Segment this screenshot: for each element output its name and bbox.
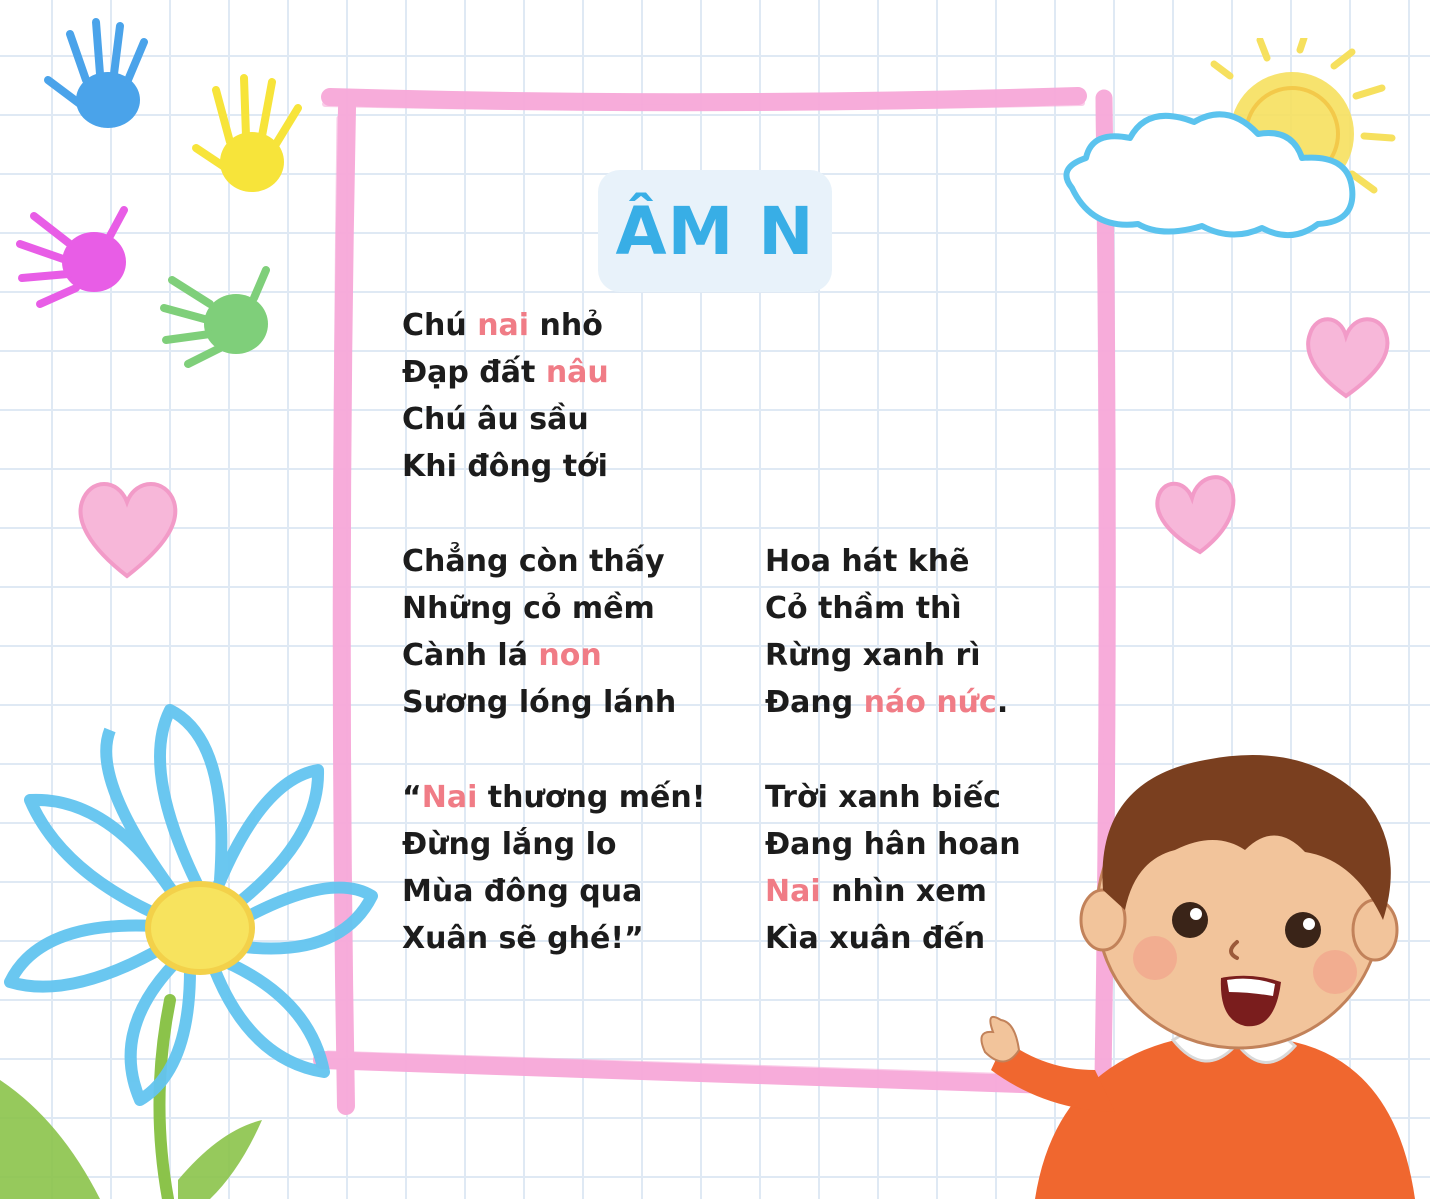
highlighted-word: Nai [765, 874, 821, 909]
poem-line [765, 915, 1021, 962]
poem-line [765, 632, 1008, 679]
highlighted-word: non [538, 638, 602, 673]
poem-text: Trời xanh biếc [765, 780, 1001, 815]
poem-line [765, 868, 1021, 915]
poem-text: Chẳng còn thấy [402, 544, 665, 579]
poem-stanza-1 [402, 302, 609, 490]
poem-line [765, 774, 1021, 821]
heart-icon [72, 472, 182, 584]
poem-line [402, 349, 609, 396]
poem-stanza-4 [402, 774, 705, 962]
blue-handprint-icon [40, 12, 160, 137]
highlighted-word: náo nức [863, 685, 997, 720]
magenta-handprint-icon [14, 200, 139, 310]
poem-line [402, 868, 705, 915]
poem-line [402, 632, 676, 679]
poem-text: Chú âu sầu [402, 402, 589, 437]
poem-text: nhỏ [529, 308, 603, 343]
highlighted-word: nai [477, 308, 530, 343]
poem-line [402, 915, 705, 962]
poem-line [765, 679, 1008, 726]
poem-text: Sương lóng lánh [402, 685, 677, 720]
poem-text: Mùa đông qua [402, 874, 643, 909]
poem-text: Những cỏ mềm [402, 591, 655, 626]
poem-text: Hoa hát khẽ [765, 544, 970, 579]
poem-line [402, 679, 676, 726]
poem-line [402, 443, 609, 490]
poem-stanza-3 [765, 538, 1008, 726]
poem-text: Chú [402, 308, 478, 343]
poem-text: Xuân sẽ ghé!” [402, 921, 644, 956]
poem-stanza-2 [402, 538, 676, 726]
poem-text: Đang [765, 685, 864, 720]
heart-icon [1300, 310, 1394, 402]
poem-line [402, 396, 609, 443]
poem-text: Cỏ thầm thì [765, 591, 962, 626]
poem-line [402, 585, 676, 632]
poem-stanza-5 [765, 774, 1021, 962]
poem-line [765, 538, 1008, 585]
poem-text: “ [402, 780, 422, 815]
flower-icon [0, 700, 380, 1199]
poem-text: Khi đông tới [402, 449, 608, 484]
yellow-handprint-icon [190, 68, 310, 198]
poem-line [765, 585, 1008, 632]
highlighted-word: nâu [545, 355, 609, 390]
poem-text: Đang hân hoan [765, 827, 1021, 862]
title-badge [598, 170, 832, 292]
poem-text: nhìn xem [820, 874, 987, 909]
sun-cloud-illustration [1052, 38, 1402, 248]
page-title: ÂM N [615, 192, 815, 270]
highlighted-word: Nai [421, 780, 478, 815]
poem-text: Cành lá [402, 638, 539, 673]
poem-text: Kìa xuân đến [765, 921, 986, 956]
boy-illustration [975, 740, 1430, 1199]
poem-line [402, 821, 705, 868]
poem-text: thương mến! [477, 780, 706, 815]
poem-line [765, 821, 1021, 868]
heart-icon [1150, 468, 1242, 556]
poem-text: Rừng xanh rì [765, 638, 981, 673]
poem-line [402, 302, 609, 349]
poem-text: Đừng lắng lo [402, 827, 617, 862]
green-handprint-icon [158, 262, 280, 370]
poem-line [402, 538, 676, 585]
poem-text: Đạp đất [402, 355, 546, 390]
poem-text: . [996, 685, 1009, 720]
poem-line [402, 774, 705, 821]
